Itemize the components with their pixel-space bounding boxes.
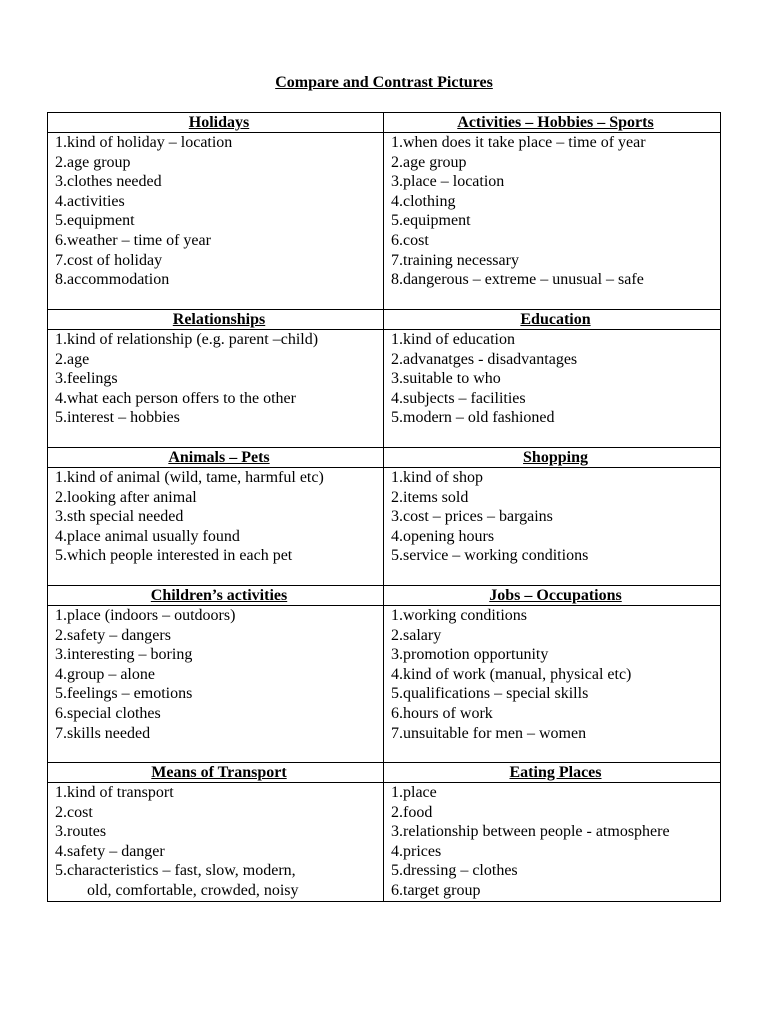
list-item: 4.group – alone [55,665,155,683]
list-item: 4.place animal usually found [55,527,240,545]
list-item: 2.age group [55,153,131,171]
section-heading: Jobs – Occupations [384,586,721,606]
list-item: 5.dressing – clothes [391,862,518,880]
list-item: 1.kind of transport [55,784,174,801]
section-heading: Shopping [384,448,721,468]
list-item: 5.interest – hobbies [55,409,180,427]
list-item: 5.which people interested in each pet [55,547,293,565]
section-heading: Relationships [48,310,384,330]
section-heading: Means of Transport [48,763,384,783]
list-item: 2.looking after animal [55,488,197,506]
section-heading-row [48,448,721,468]
list-item: 3.routes [55,823,107,841]
list-item: 8.accommodation [55,271,170,289]
list-item-continuation: old, comfortable, crowded, noisy [87,881,299,899]
list-item: 6.cost [391,231,429,249]
section-items [384,606,721,763]
list-item: 1.place [391,784,437,801]
section-items [384,468,721,586]
list-item: 7.skills needed [55,724,151,742]
list-item: 2.advanatges - disadvantages [391,350,578,368]
list-item: 3.relationship between people - atmosphere [391,823,670,841]
section-heading-row [48,310,721,330]
section-heading: Education [384,310,721,330]
list-item: 3.suitable to who [391,370,501,388]
list-item: 1.kind of relationship (e.g. parent –child) [55,331,319,348]
list-item: 7.cost of holiday [55,251,163,269]
section-heading: Activities – Hobbies – Sports [384,113,721,133]
list-item: 1.when does it take place – time of year [391,134,646,151]
section-heading: Holidays [48,113,384,133]
section-items [384,330,721,448]
list-item: 7.training necessary [391,251,519,269]
list-item: 3.promotion opportunity [391,646,549,664]
section-heading: Children’s activities [48,586,384,606]
section-heading-row [48,586,721,606]
list-item: 6.target group [391,881,481,899]
list-item: 2.items sold [391,488,469,506]
section-items [384,133,721,310]
list-item: 1.kind of shop [391,469,483,486]
section-heading-row [48,113,721,133]
section-items [48,468,384,586]
list-item: 5.qualifications – special skills [391,685,589,703]
list-item: 1.kind of holiday – location [55,134,233,151]
list-item: 1.working conditions [391,607,527,624]
section-body-row [48,468,721,586]
list-item: 4.prices [391,842,442,860]
section-heading-row [48,763,721,783]
list-item: 5.equipment [55,212,135,230]
list-item: 5.feelings – emotions [55,685,193,703]
list-item: 3.sth special needed [55,508,184,526]
section-body-row [48,330,721,448]
list-item: 2.food [391,803,433,821]
list-item: 6.hours of work [391,704,493,722]
list-item: 5.modern – old fashioned [391,409,555,427]
section-heading: Animals – Pets [48,448,384,468]
list-item: 4.opening hours [391,527,495,545]
list-item: 5.service – working conditions [391,547,589,565]
list-item: 4.what each person offers to the other [55,389,296,407]
list-item: 4.kind of work (manual, physical etc) [391,665,632,683]
section-body-row [48,133,721,310]
list-item: 8.dangerous – extreme – unusual – safe [391,271,644,289]
list-item: 2.age [55,350,90,368]
list-item: 4.safety – danger [55,842,165,860]
list-item: 2.age group [391,153,467,171]
section-body-row [48,606,721,763]
section-items [48,330,384,448]
section-items [48,133,384,310]
list-item: 1.place (indoors – outdoors) [55,607,236,624]
list-item: 5.characteristics – fast, slow, modern, [55,862,296,880]
topics-table [47,112,721,902]
section-items [384,783,721,902]
list-item: 3.feelings [55,370,118,388]
section-body-row [48,783,721,902]
list-item: 7.unsuitable for men – women [391,724,587,742]
section-heading: Eating Places [384,763,721,783]
list-item: 5.equipment [391,212,471,230]
list-item: 3.clothes needed [55,173,162,191]
section-items [48,783,384,902]
list-item: 6.weather – time of year [55,231,211,249]
list-item: 3.interesting – boring [55,646,193,664]
list-item: 6.special clothes [55,704,161,722]
list-item: 1.kind of animal (wild, tame, harmful etc) [55,469,324,486]
list-item: 1.kind of education [391,331,515,348]
list-item: 2.salary [391,626,442,644]
list-item: 3.place – location [391,173,505,191]
list-item: 4.subjects – facilities [391,389,526,407]
list-item: 2.safety – dangers [55,626,171,644]
list-item: 2.cost [55,803,93,821]
list-item: 4.activities [55,192,125,210]
list-item: 3.cost – prices – bargains [391,508,553,526]
section-items [48,606,384,763]
list-item: 4.clothing [391,192,456,210]
page-title: Compare and Contrast Pictures [275,74,493,91]
